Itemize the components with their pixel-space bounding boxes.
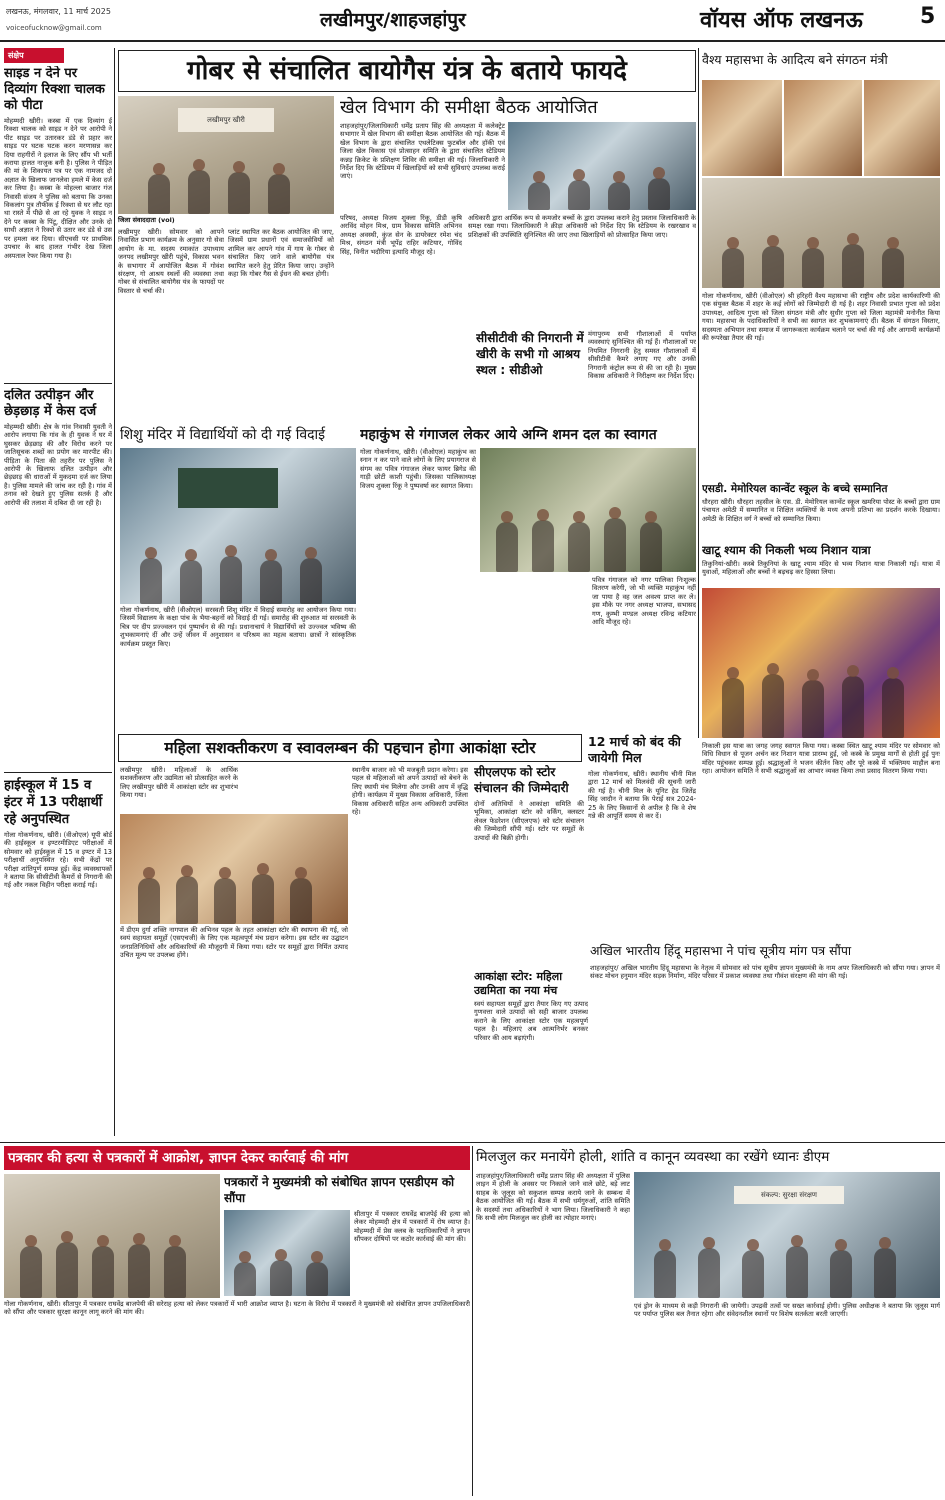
lead-headline-box [118, 50, 696, 92]
brief-label: संक्षेप [4, 48, 64, 63]
masthead [0, 0, 945, 44]
banner-photo-text: लखीमपुर खीरी [178, 108, 274, 132]
lead-body-2: प्लांट स्थापित कर बैठक आयोजित की जाए, जिसमें ग्राम प्रधानों एवं समाजसेवियों को शामिल कर आपने गांव में गाय के गोबर से संचालित किए जाने वाले बायोगैस यंत्र स्थापित करने हेतु प्रेरित किया जाए। उन्होंने कहा कि गोबर गैस से ईंधन की बचत होगी। [228, 228, 334, 279]
women-photo [120, 814, 348, 924]
holi-photo [634, 1172, 940, 1298]
mill-body: गोला गोकर्णनाथ, खीरी। स्थानीय चीनी मिल द्वारा 12 मार्च को मिलवंदी की सूचनी जारी की गई है। चीनी मिल के यूनिट हेड जितेंद्र सिंह जादौन ने बताया कि पेराई सत्र 2024-25 के लिए किसानों से अपील है कि वे शेष गन्ने की आपूर्ति समय से कर दें। [588, 770, 696, 821]
sdm-school-body: धौरहरा खीरी। धौरहरा तहसील के एस. डी. मेमोरियल कान्वेंट स्कूल खमरिया पोस्ट के बच्चों द्वारा ग्राम पंचायत अमेठी में सम्मानित व शिक्षित व्यक्तियों के मध्य अपनी प्रतिभा का प्रदर्शन करके दिखाया। अमेठी के शिक्षित वर्ग ने बच्चों को सम्मानित किया। [702, 498, 940, 523]
sports-photo [508, 122, 696, 210]
vaishya-photo-1 [702, 80, 782, 176]
vaishya-headline: वैश्य महासभा के आदित्य बने संगठन मंत्री [702, 52, 888, 67]
kumbh-body-2: पवित्र गंगाजल को नगर पालिका निःशुल्क वितरण करेगी, जो भी व्यक्ति महाकुंभ नहीं जा पाया है वह जल अवश्य प्राप्त कर ले। इस मौके पर नगर अध्यक्ष भाजपा, सभासद गण, कुम्भी मण्डल अध्यक्ष रविन्द्र कटियार आदि मौजूद रहे। [592, 576, 696, 627]
kumbh-photo [480, 448, 696, 572]
shishu-headline: शिशु मंदिर में विद्यार्थियों को दी गई विदाई [120, 427, 326, 443]
sports-headline: खेल विभाग की समीक्षा बैठक आयोजित [340, 97, 598, 118]
brief-headline-1: साइड न देने पर दिव्यांग रिक्शा चालक को पीटा [4, 66, 105, 113]
sdm-school-headline: एसडी. मेमोरियल कान्वेंट स्कूल के बच्चे सम्मानित [702, 483, 888, 495]
kumbh-headline: महाकुंभ से गंगाजल लेकर आये अग्नि शमन दल का स्वागत [360, 427, 657, 443]
paper-name: वॉयस ऑफ लखनऊ [700, 7, 863, 33]
email: voiceofucknow@gmail.com [6, 24, 102, 32]
brief-body-1: मोहम्मदी खीरी। कस्बा में एक दिव्यांग ई रिक्शा चालक को साइड न देने पर आरोपी ने पीट साइड पर उतारकर डंडे से प्रहार कर साइड पर घटक घटक करन मरणासन्न कर दिया राहगीरों ने इलाज के लिए सौंप भी भर्ती कराया हालत नाजुक बनी है। पुलिस ने पीड़ित की मां के शिकायत पत्र पर एक नामजद दो अज्ञात के खिलाफ जानलेवा हमले में केस दर्ज कर लिया है। कस्बा के मोहल्ला बाजार गंज निवासी संजय ने पुलिस को बताया कि उनका विकलांग पुत्र तौफीक ई रिक्शा से घर लौट रहा था रास्ते में पीछे से आ रहे युवक ने साइड न देने पर कस्बा के पिंटू, दीक्षित और उनके दो साथी अज्ञात ने रिक्शे से उतार कर डंडे से उस पर हमला कर दिया। सीएचसी पर प्राथमिक उपचार के बाद हालत गंभीर देख जिला अस्पताल रेफर किया गया है। [4, 117, 112, 260]
page-number: 5 [920, 4, 936, 29]
women-body-2: में डीएम दुर्गा शक्ति नागपाल की अभिनव पहल के तहत आकांक्षा स्टोर की स्थापना की गई, जो स्वयं सहायता समूहों (एसएचजी) के लिए एक महत्वपूर्ण मंच प्रदान करेगा। इस स्टोर का उद्घाटन जनप्रतिनिधियों और अधिकारियों की मौजूदगी में किया गया। स्टोर पर समूहों द्वारा निर्मित उत्पाद उचित मूल्य पर उपलब्ध होंगे। [120, 926, 348, 960]
holi-body: शाहजहांपुर/जिलाधिकारी धर्मेंद्र प्रताप सिंह की अध्यक्षता में पुलिस लाइन में होली के अवसर पर निकाले जाने वाले छोटे, बड़े लाट साहब के जुलूस को सकुशल सम्पन्न कराये जाने के सम्बन्ध में बैठक आयोजित की गई। बैठक में सभी धर्मगुरुओं, शांति समिति के सदस्यों तथा अधिकारियों ने भाग लिया। जिलाधिकारी ने कहा कि सभी लोग मिलजुल कर होली का त्योहार मनाएं। [476, 1172, 630, 1223]
vaishya-photo-3 [864, 80, 940, 176]
khatu-headline: खाटू श्याम की निकली भव्य निशान यात्रा [702, 543, 871, 557]
journalist-subhead: पत्रकारों ने मुख्यमंत्री को संबोधित ज्ञापन एसडीएम को सौंपा [224, 1175, 455, 1205]
journalist-headline: पत्रकार की हत्या से पत्रकारों में आक्रोश, ज्ञापन देकर कार्रवाई की मांग [4, 1146, 470, 1170]
journalist-photo-1 [4, 1174, 220, 1298]
shishu-photo [120, 448, 356, 604]
women-body-3: स्थानीय बाजार को भी मजबूती प्रदान करेगा। इस पहल से महिलाओं को अपने उत्पादों को बेचने के लिए स्थायी मंच मिलेगा और उनकी आय में वृद्धि होगी। कार्यक्रम में मुख्य विकास अधिकारी, जिला विकास अधिकारी सहित अन्य अधिकारी उपस्थित रहे। [352, 766, 468, 817]
brief-headline-2: दलित उत्पीड़न और छेड़छाड़ में केस दर्ज [4, 388, 97, 419]
edition-title: लखीमपुर/शाहजहांपुर [320, 9, 466, 31]
khatu-body-1: तिकुनियां-खीरी। कस्बे तिकुनियां के खाटू श्याम मंदिर से भव्य निशान यात्रा निकाली गई। यात्रा में युवाओं, महिलाओं और बच्चों ने बढ़चढ़ कर हिस्सा लिया। [702, 560, 940, 577]
store-body: दोनों अतिथियों ने आकांक्षा समिति की भूमिका, आकांक्षा स्टोर को वर्किंग, क्लस्टर लेवल फेडरेशन (सीएलएफ) को स्टोर संचालन की जिम्मेदारी सौंपी गई। स्टोर पर समूहों के उत्पादों की बिक्री होगी। [474, 800, 584, 842]
store-subbody: स्वयं सहायता समूहों द्वारा तैयार किए गए उत्पाद गुणवत्ता वाले उत्पादों को सही बाजार उपलब्ध कराने के लिए आकांक्षा स्टोर एक महत्वपूर्ण पहल है। महिलाएं अब आत्मनिर्भर बनकर परिवार की आय बढ़ाएंगी। [474, 1000, 588, 1042]
kumbh-body-1: गोला गोकर्णनाथ, खीरी। (वीओएल) महाकुंभ का स्नान न कर पाने वाले लोगों के लिए प्रयागराज से संगम का पवित्र गंगाजल लेकर फायर ब्रिगेड की गाड़ी छोटी काशी पहुंची। जिसका पालिकाध्यक्ष विजय शुक्ला रिंकू ने पुष्पवर्षा कर स्वागत किया। [360, 448, 476, 490]
journalist-body-2: सीतापुर में पत्रकार राघवेंद्र बाजपेई की हत्या को लेकर मोहम्मदी क्षेत्र में पत्रकारों में रोष व्याप्त है। मोहम्मदी में प्रेस क्लब के पदाधिकारियों ने ज्ञापन सौंपकर दोषियों पर कठोर कार्रवाई की मांग की। [354, 1210, 470, 1244]
lead-photo [118, 96, 334, 214]
lead-body-3: परिषद, अध्यक्ष विजय शुक्ला रिंकू, डीडी कृषि अरविंद मोहन मिश्र, ग्राम विकास समिति अभिनव अध्यक्ष अवस्थी, कुंज सेन के डायरेक्टर रमेश चंद मिश्र, संगठन मंत्री भूपेंद्र राहिर कटियार, गोविंद सिंह, विनीत भदौरिया इत्यादि मौजूद रहे। [340, 214, 462, 256]
cctv-headline: सीसीटीवी की निगरानी में खीरी के सभी गो आश्रय स्थल : सीडीओ [476, 331, 584, 377]
sports-body-2: अधिकारी द्वारा आर्थिक रूप से कमजोर बच्चों के द्वारा उपलब्ध कराने हेतु प्रस्ताव जिलाधिकारी के समक्ष रखा गया। जिलाधिकारी ने क्रीड़ा अधिकारी को निर्देश दिए कि स्टेडियम के रखरखाव व प्रशिक्षकों की उपस्थिति सुनिश्चित की जाए तथा खिलाड़ियों को प्रोत्साहित किया जाए। [468, 214, 696, 239]
women-headline-box [118, 734, 582, 762]
mill-headline: 12 मार्च को बंद की जायेगी मिल [588, 734, 681, 765]
brief-headline-3: हाईस्कूल में 15 व इंटर में 13 परीक्षार्थी रहे अनुपस्थित [4, 778, 103, 827]
vaishya-photo-2 [784, 80, 862, 176]
lead-photo-caption: जिला संवाददाता (vol) [118, 216, 175, 224]
brief-body-2: मोहम्मदी खीरी। क्षेत्र के गांव निवासी युवती ने आरोप लगाया कि गांव के ही युवक ने घर में घुसकर छेड़छाड़ की और विरोध करने पर जातिसूचक शब्दों का प्रयोग कर मारपीट की। पीड़िता के पिता की तहरीर पर पुलिस ने आरोपी के खिलाफ दलित उत्पीड़न और छेड़छाड़ की धाराओं में मुकदमा दर्ज कर लिया है। पुलिस मामले की जांच कर रही है। गांव में तनाव को देखते हुए पुलिस सतर्क है और आरोपी की तलाश में दबिश दी जा रही है। [4, 423, 112, 507]
lead-headline: गोबर से संचालित बायोगैस यंत्र के बताये फायदे [187, 56, 627, 86]
khatu-body-2: निकाली इस यात्रा का जगह जगह स्वागत किया गया। कस्बा स्थित खाटू श्याम मंदिर पर सोमवार को विधि विधान से पूजन अर्चन कर निशान यात्रा प्रारम्भ हुई, जो कस्बे के प्रमुख मार्गों से होती हुई पुनः मंदिर पहुंचकर सम्पन्न हुई। श्रद्धालुओं ने भजन कीर्तन किए और पूरे कस्बे में भक्तिमय माहौल बना रहा। आयोजन समिति ने सभी श्रद्धालुओं का आभार व्यक्त किया तथा प्रसाद वितरण किया गया। [702, 742, 940, 776]
brief-body-3: गोला गोकर्णनाथ, खीरी। (वीओएल) यूपी बोर्ड की हाईस्कूल व इण्टरमीडिएट परीक्षाओं में सोमवार को हाईस्कूल में 15 व इण्टर में 13 परीक्षार्थी अनुपस्थित रहे। सभी केंद्रों पर परीक्षा शांतिपूर्ण सम्पन्न हुई। केंद्र व्यवस्थापकों ने बताया कि सीसीटीवी कैमरों से निगरानी की गई और नकल विहीन परीक्षा कराई गई। [4, 831, 112, 890]
sports-body-1: शाहजहांपुर/जिलाधिकारी धर्मेंद्र प्रताप सिंह की अध्यक्षता में कलेक्ट्रेट सभागार में खेल विभाग की समीक्षा बैठक आयोजित की गई। बैठक में खेल विभाग के द्वारा संचालित एथलेटिक्स फुटबॉल और हॉकी एवं जिला खेल विकास एवं प्रोत्साहन समिति के द्वारा संचालित स्टेडियम कन्नड़ क्रिकेट के प्रशिक्षण शिविर की समीक्षा की गई। जिलाधिकारी ने निर्देश दिए कि स्टेडियम में खिलाड़ियों को सभी सुविधाएं उपलब्ध कराई जाएं। [340, 122, 505, 181]
vaishya-body: गोला गोकर्णनाथ, खीरी (वीओएल) श्री हरिहरी वैश्य महासभा की राष्ट्रीय और प्रदेश कार्यकारिणी की एक संयुक्त बैठक में शहर के कई लोगों को जिम्मेदारी दी गई है। शहर निवासी प्रभात गुप्ता को प्रदेश उपाध्यक्ष, आदित्य गुप्ता को जिला संगठन मंत्री और सुधीर गुप्ता को जिला महामंत्री मनोनीत किया गया। महासभा के पदाधिकारियों ने सभी का स्वागत कर शुभकामनाएं दीं। बैठक में संगठन विस्तार, सदस्यता अभियान तथा समाज में जागरूकता कार्यक्रम चलाने पर चर्चा की गई और आगामी कार्यक्रमों की रूपरेखा तैयार की गई। [702, 292, 940, 343]
women-headline: महिला सशक्तीकरण व स्वावलम्बन की पहचान होगा आकांक्षा स्टोर [164, 739, 536, 757]
store-headline: सीएलएफ को स्टोर संचालन की जिम्मेदारी [474, 765, 569, 795]
women-body-1: लखीमपुर खीरी। महिलाओं के आर्थिक सशक्तीकरण और उद्यमिता को प्रोत्साहित करने के लिए लखीमपुर खीरी में आकांक्षा स्टोर का शुभारंभ किया गया। [120, 766, 238, 800]
store-subhead: आकांक्षा स्टोर: महिला उद्यमिता का नया मंच [474, 970, 563, 997]
khatu-photo [702, 588, 940, 738]
journalist-body: गोला गोकर्णनाथ, खीरी। सीतापुर में पत्रकार राघवेंद्र बाजपेयी की सरेराह हत्या को लेकर पत्रकारों में भारी आक्रोश व्याप्त है। घटना के विरोध में पत्रकारों ने मुख्यमंत्री को संबोधित ज्ञापन उपजिलाधिकारी को सौंपा और पत्रकार सुरक्षा कानून लागू करने की मांग की। [4, 1300, 470, 1317]
journalist-photo-2 [224, 1210, 350, 1296]
dateline: लखनऊ, मंगलवार, 11 मार्च 2025 [6, 7, 111, 16]
vaishya-photo-4 [702, 178, 940, 288]
cctv-story [476, 330, 696, 420]
brief-column [4, 48, 112, 1138]
holi-headline: मिलजुल कर मनायेंगे होली, शांति व कानून व्यवस्था का रखेंगे ध्यानः डीएम [476, 1149, 830, 1165]
holi-banner: संकल्प: सुरक्षा संरक्षण [734, 1186, 844, 1204]
cctv-body: मंगापुरम्य सभी गौशालाओं में पर्याप्त व्यवस्थाएं सुनिश्चित की गई हैं। गौशालाओं पर नियमित निगरानी हेतु समस्त गौशालाओं में सीसीटीवी कैमरे लगाए गए और उनकी निगरानी कंट्रोल रूम से की जा रही है। मुख्य विकास अधिकारी ने निरीक्षण कर निर्देश दिए। [588, 330, 696, 381]
lead-body-1: लखीमपुर खीरी। सोमवार को आपने निवासित प्रभाग कार्यक्रम के अनुसार गो सेवा आयोग के मा. सदस्य रमाकांत उपाध्याय जनपद लखीमपुर खीरी पहुंचे, विकास भवन के सभागार में आयोजित बैठक में गोवंश संरक्षण, गो आश्रय स्थलों की व्यवस्था तथा गोबर से संचालित बायोगैस यंत्र के फायदों पर विस्तार से चर्चा की। [118, 228, 224, 295]
holi-body-2: एवं ड्रोन के माध्यम से कड़ी निगरानी की जायेगी। उपद्रवी तत्वों पर सख्त कार्रवाई होगी। पुलिस अधीक्षक ने बताया कि जुलूस मार्ग पर पर्याप्त पुलिस बल तैनात रहेगा और संवेदनशील स्थानों पर विशेष सतर्कता बरती जाएगी। [634, 1302, 940, 1319]
hindu-body: शाहजहांपुर/ अखिल भारतीय हिंदू महासभा के नेतृत्व में सोमवार को पांच सूत्रीय ज्ञापन मुख्यमंत्री के नाम अपर जिलाधिकारी को सौंपा गया। ज्ञापन में संकट मोचन हनुमान मंदिर सड़क निर्माण, मंदिर परिसर में प्रकाश व्यवस्था तथा गौवंश संरक्षण की मांग की गई। [590, 964, 940, 981]
school-board [178, 468, 278, 508]
shishu-body: गोला गोकर्णनाथ, खीरी (वीओएल) सरस्वती शिशु मंदिर में विदाई समारोह का आयोजन किया गया। जिसमें विद्यालय के कक्षा पांच के भैया-बहनों को विदाई दी गई। समारोह की शुरुआत मां सरस्वती के चित्र पर दीप प्रज्ज्वलन एवं पुष्पार्चन से की गई। प्रधानाचार्य ने विद्यार्थियों को उज्ज्वल भविष्य की शुभकामनाएं दीं और उन्हें जीवन में अनुशासन व परिश्रम का महत्व बताया। छात्रों ने सांस्कृतिक कार्यक्रम प्रस्तुत किए। [120, 606, 356, 648]
hindu-headline: अखिल भारतीय हिंदू महासभा ने पांच सूत्रीय मांग पत्र सौंपा [590, 943, 852, 958]
